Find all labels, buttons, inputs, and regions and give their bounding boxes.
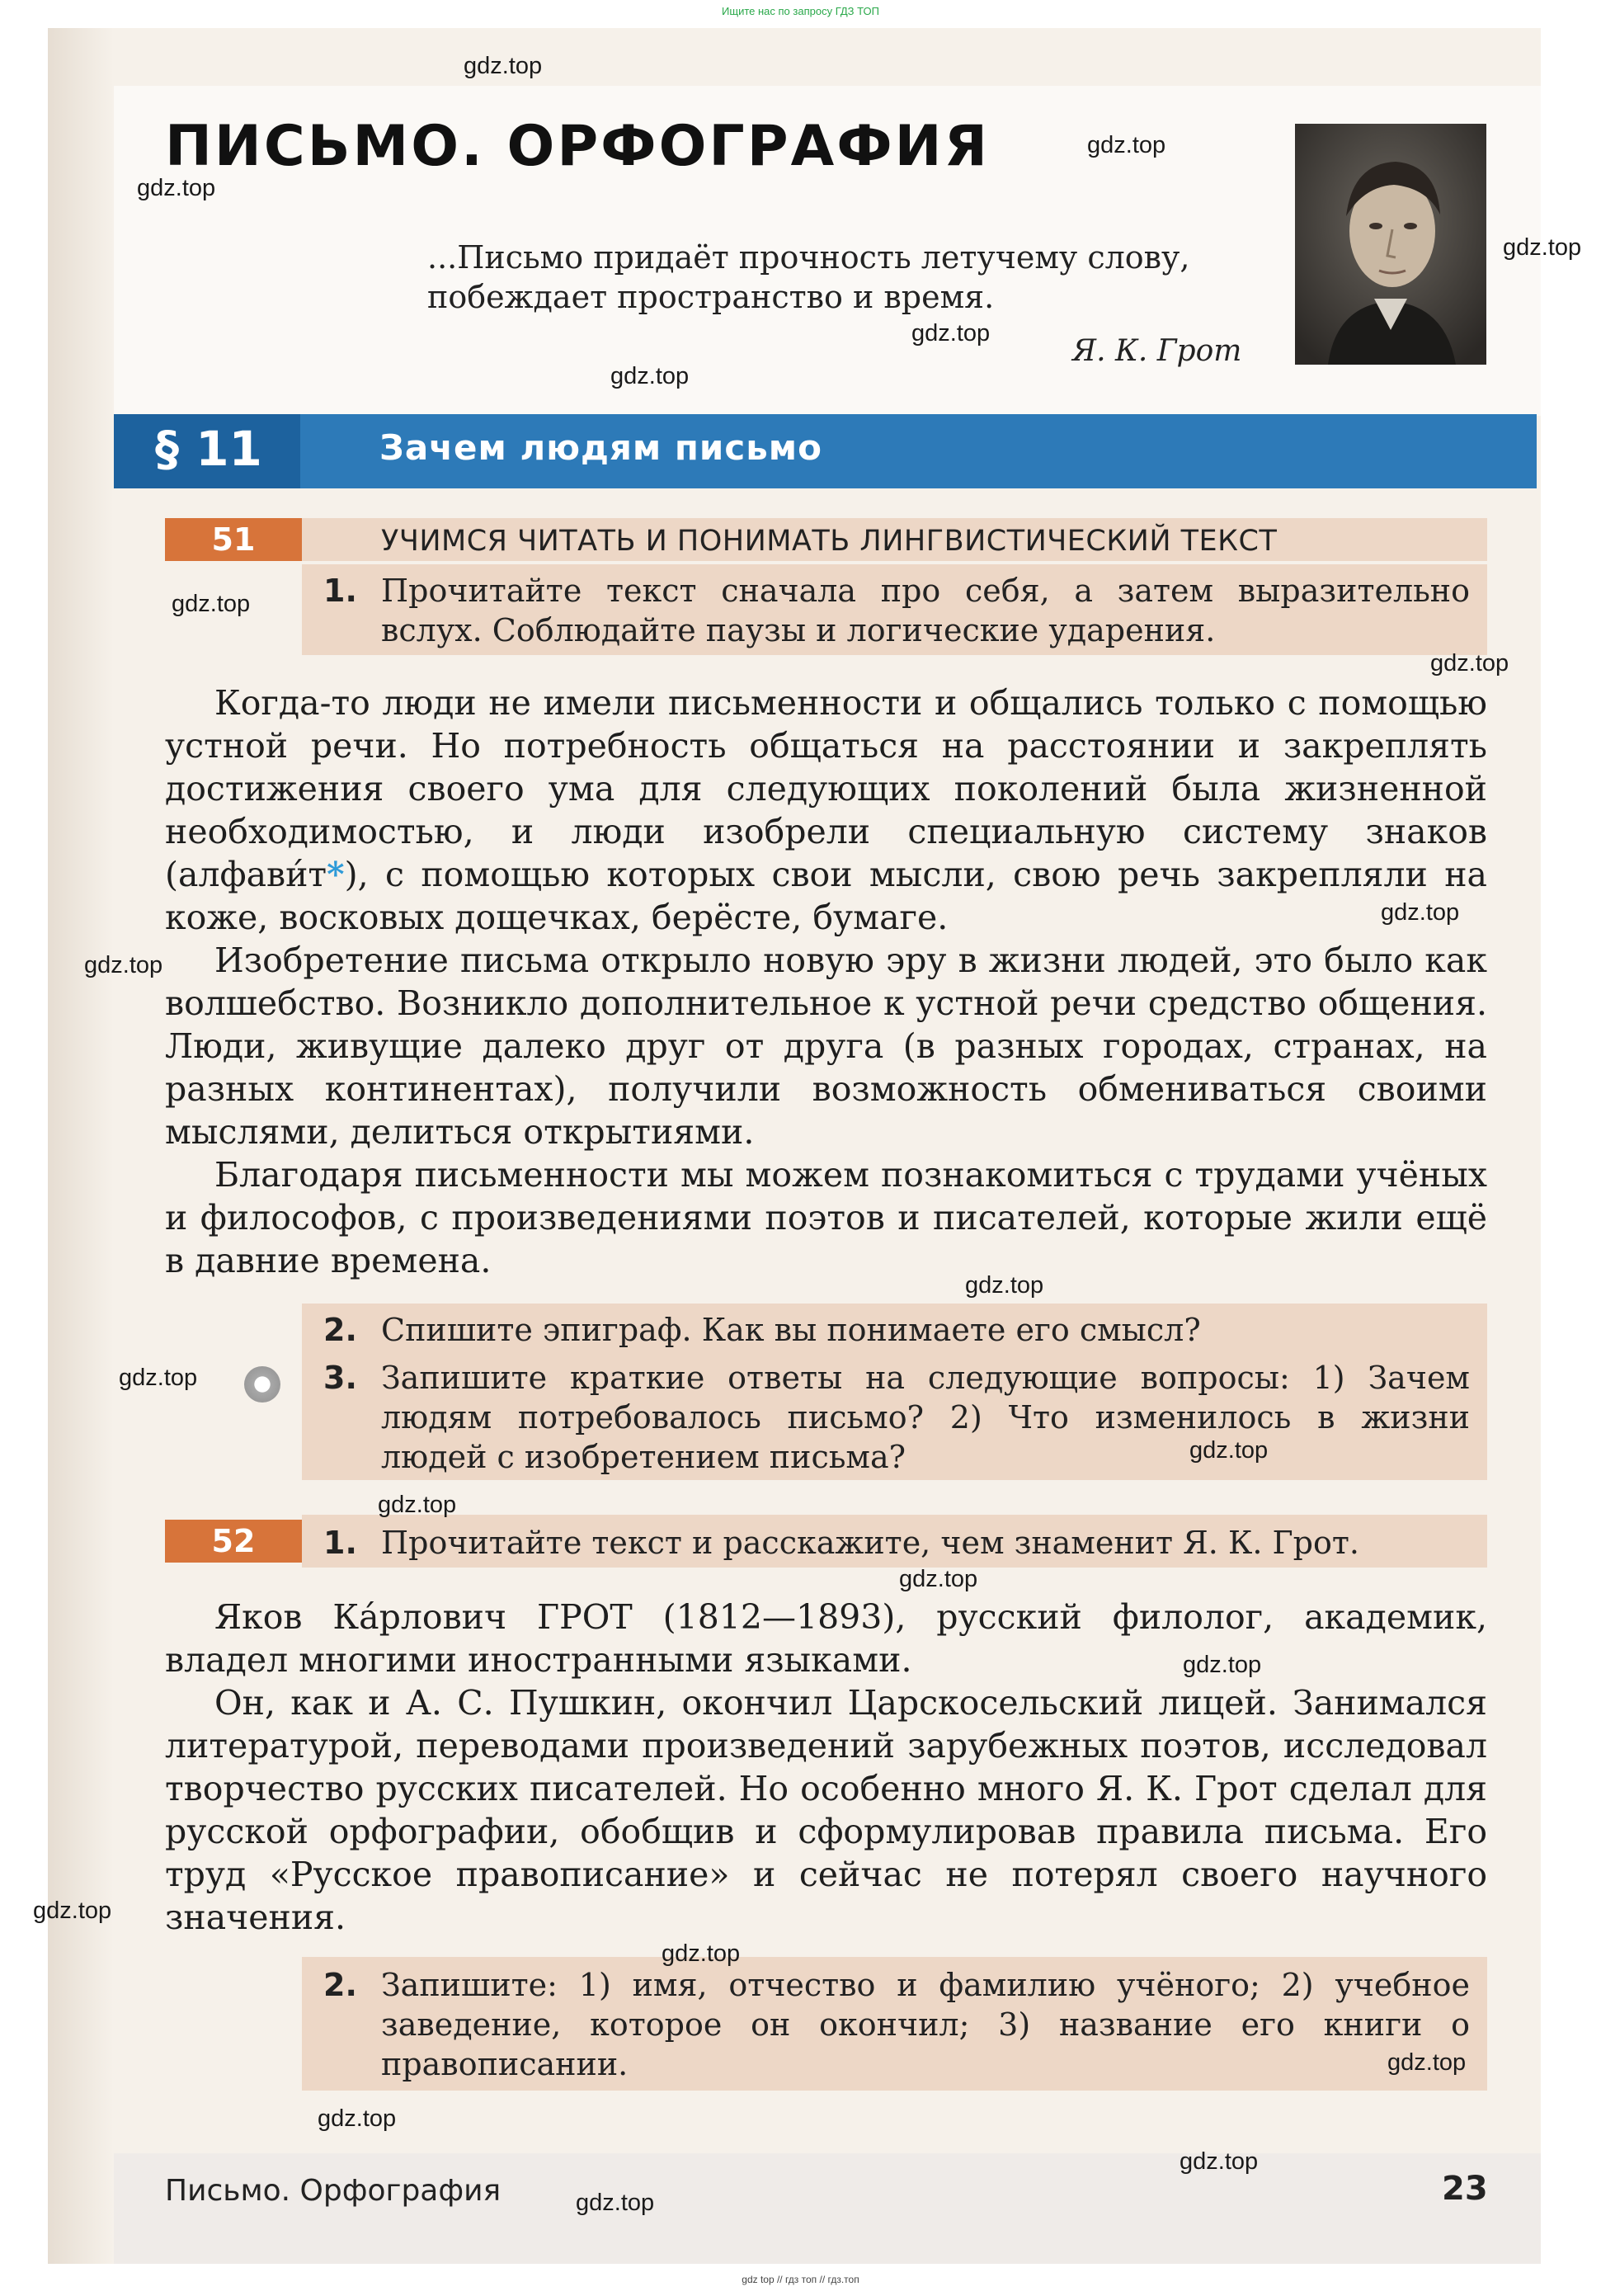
epigraph-line: ...Письмо придаёт прочность летучему слову,: [427, 239, 1190, 276]
watermark: gdz.top: [378, 1492, 457, 1518]
task-number: 2.: [323, 1312, 357, 1348]
paragraph: Он, как и А. С. Пушкин, окончил Царскосельский лицей. Занимался литературой, переводами произведений зарубежных поэтов, исследовал творчество русских писателей. Но особенно много Я. К. Грот сделал для русской орфографии, обобщив и сформулировав правила письма. Его труд «Русское правописание» и сейчас не потерял своего научного значения.: [165, 1683, 1487, 1937]
epigraph: [427, 238, 1252, 317]
exercise-51-text: [165, 681, 1487, 1282]
exercise-number-51: 51: [165, 518, 302, 561]
task-1: [323, 571, 1470, 650]
page-number: 23: [1442, 2170, 1488, 2208]
watermark: gdz.top: [610, 363, 690, 389]
top-note: Ищите нас по запросу ГДЗ ТОП: [722, 5, 879, 17]
paragraph: Яков Ка́рлович ГРОТ (1812—1893), русский филолог, академик, владел многими иностранными языками.: [165, 1597, 1487, 1680]
watermark: gdz.top: [1387, 2049, 1467, 2076]
task-text: Прочитайте текст сначала про себя, а затем выразительно вслух. Соблюдайте паузы и логические ударения.: [381, 573, 1470, 648]
task-number: 3.: [323, 1360, 357, 1396]
task-2: [323, 1310, 1470, 1350]
watermark: gdz.top: [965, 1272, 1044, 1299]
task-2: [323, 1965, 1470, 2084]
epigraph-line: побеждает пространство и время.: [427, 279, 995, 315]
task-text: Спишите эпиграф. Как вы понимаете его смысл?: [381, 1312, 1201, 1348]
exercise-number-52: 52: [165, 1520, 302, 1563]
watermark: gdz.top: [576, 2190, 655, 2216]
page-spine-shadow: [48, 28, 114, 2264]
task-1: [323, 1523, 1470, 1563]
watermark: gdz.top: [84, 952, 163, 978]
task-text: Прочитайте текст и расскажите, чем знаменит Я. К. Грот.: [381, 1525, 1359, 1561]
paragraph: Когда-то люди не имели письменности и общались только с помощью устной речи. Но потребность общаться на расстоянии и закреплять достижения своего ума для следующих поколений была жизненной необходимостью, и люди изобрели специальную систему знаков (алфави́т*), с помощью которых свои мысли, свою речь закрепляли на коже, восковых дощечках, берёсте, бумаге.: [165, 683, 1487, 937]
footer-title: Письмо. Орфография: [165, 2174, 501, 2208]
watermark: gdz.top: [1189, 1437, 1269, 1464]
exercise-51-header: УЧИМСЯ ЧИТАТЬ И ПОНИМАТЬ ЛИНГВИСТИЧЕСКИЙ ТЕКСТ: [381, 525, 1278, 558]
task-number: 1.: [323, 1525, 357, 1561]
watermark: gdz.top: [662, 1940, 741, 1967]
watermark: gdz.top: [1430, 650, 1509, 677]
watermark: gdz.top: [318, 2105, 397, 2132]
watermark: gdz.top: [137, 175, 216, 201]
watermark: gdz.top: [1381, 899, 1460, 926]
chapter-title: ПИСЬМО. ОРФОГРАФИЯ: [165, 114, 990, 179]
section-title: Зачем людям письмо: [379, 427, 822, 468]
task-3: [323, 1358, 1470, 1477]
bottom-note: gdz top // гдз топ // гдз.топ: [742, 2274, 859, 2285]
task-text: Запишите краткие ответы на следующие вопросы: 1) Зачем людям потребовалось письмо? 2) Что изменилось в жизни людей с изобретением письма?: [381, 1360, 1470, 1475]
writing-task-icon: [244, 1366, 280, 1403]
watermark: gdz.top: [899, 1566, 978, 1592]
watermark: gdz.top: [1180, 2148, 1259, 2175]
watermark: gdz.top: [119, 1365, 198, 1391]
grot-portrait-image: [1295, 124, 1486, 365]
watermark: gdz.top: [1503, 234, 1582, 261]
task-text: Запишите: 1) имя, отчество и фамилию учёного; 2) учебное заведение, которое он окончил; 3) название его книги о правописании.: [381, 1967, 1470, 2082]
watermark: gdz.top: [911, 320, 991, 347]
paragraph: Благодаря письменности мы можем познакомиться с трудами учёных и философов, с произведениями поэтов и писателей, которые жили ещё в давние времена.: [165, 1155, 1487, 1280]
paragraph: Изобретение письма открыло новую эру в жизни людей, это было как волшебство. Возникло дополнительное к устной речи средство общения. Люди, живущие далеко друг от друга (в разных городах, странах, на разных континентах), получили возможность обмениваться своими мыслями, делиться открытиями.: [165, 941, 1487, 1152]
epigraph-author: Я. К. Грот: [1072, 334, 1242, 368]
task-number: 2.: [323, 1967, 357, 2003]
watermark: gdz.top: [464, 53, 543, 79]
exercise-52-text: [165, 1596, 1487, 1939]
watermark: gdz.top: [1087, 132, 1166, 158]
task-number: 1.: [323, 573, 357, 609]
watermark: gdz.top: [1183, 1652, 1262, 1678]
watermark: gdz.top: [172, 591, 251, 617]
glossary-star: *: [327, 855, 345, 894]
footer-band: [114, 2153, 1541, 2264]
watermark: gdz.top: [33, 1898, 112, 1924]
section-number: § 11: [155, 421, 262, 477]
section-bar: [114, 414, 1537, 488]
